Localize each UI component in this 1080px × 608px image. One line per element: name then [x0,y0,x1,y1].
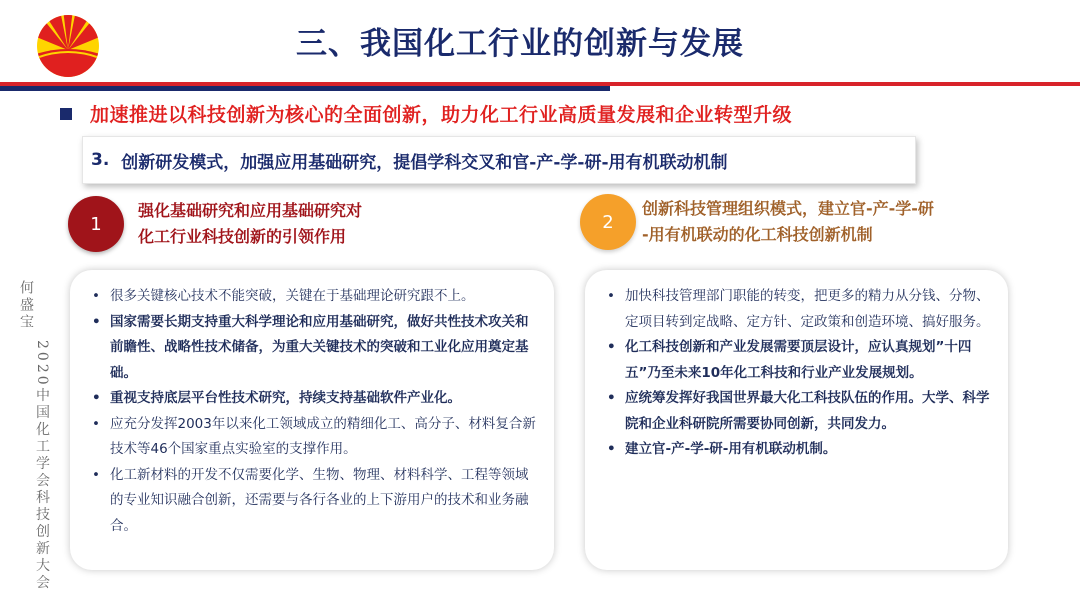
headline [60,100,792,127]
headline-text: 加速推进以科技创新为核心的全面创新，助力化工行业高质量发展和企业转型升级 [90,104,793,126]
square-bullet-icon [60,108,72,120]
list-item: • 化工新材料的开发不仅需要化学、生物、物理、材料科学、工程等领域的专业知识融合创新，还需要与各行各业的上下游用户的技术和业务融合。 [90,463,536,540]
company-logo-icon [30,6,106,78]
list-item: • 国家需要长期支持重大科学理论和应用基础研究，做好共性技术攻关和前瞻性、战略性技术储备，为重大关键技术的突破和工业化应用奠定基础。 [90,310,536,387]
section-banner [82,136,916,184]
section-2-card [585,270,1008,570]
sidebar-author: 何盛宝 [18,280,34,331]
list-item: • 应充分发挥2003年以来化工领域成立的精细化工、高分子、材料复合新技术等46个国家重点实验室的支撑作用。 [90,412,536,463]
section-2-title: 创新科技管理组织模式，建立官-产-学-研 -用有机联动的化工科技创新机制 [642,199,934,244]
list-item: • 化工科技创新和产业发展需要顶层设计，应认真规划”十四五”乃至未来10年化工科技和行业产业发展规划。 [605,335,990,386]
list-item: • 建立官-产-学-研-用有机联动机制。 [605,437,990,463]
list-item: • 重视支持底层平台性技术研究，持续支持基础软件产业化。 [90,386,536,412]
banner-text: 创新研发模式，加强应用基础研究，提倡学科交叉和官-产-学-研-用有机联动机制 [121,152,728,173]
banner-number: 3. [91,150,110,170]
page-title: 三、我国化工行业的创新与发展 [296,26,744,62]
section-2-badge: 2 [580,194,636,250]
list-item: • 加快科技管理部门职能的转变，把更多的精力从分钱、分物、定项目转到定战略、定方针、定政策和创造环境、搞好服务。 [605,284,990,335]
list-item: • 很多关键核心技术不能突破，关键在于基础理论研究跟不上。 [90,284,536,310]
section-1-card [70,270,554,570]
section-2-list [605,284,990,463]
section-1-list [90,284,536,539]
section-1-badge: 1 [68,196,124,252]
header-divider-blue [0,86,610,91]
sidebar-event: 2020中国化工学会科技创新大会 [34,340,50,592]
list-item: • 应统筹发挥好我国世界最大化工科技队伍的作用。大学、科学院和企业科研院所需要协同创新，共同发力。 [605,386,990,437]
section-1-title: 强化基础研究和应用基础研究对 化工行业科技创新的引领作用 [138,201,363,246]
